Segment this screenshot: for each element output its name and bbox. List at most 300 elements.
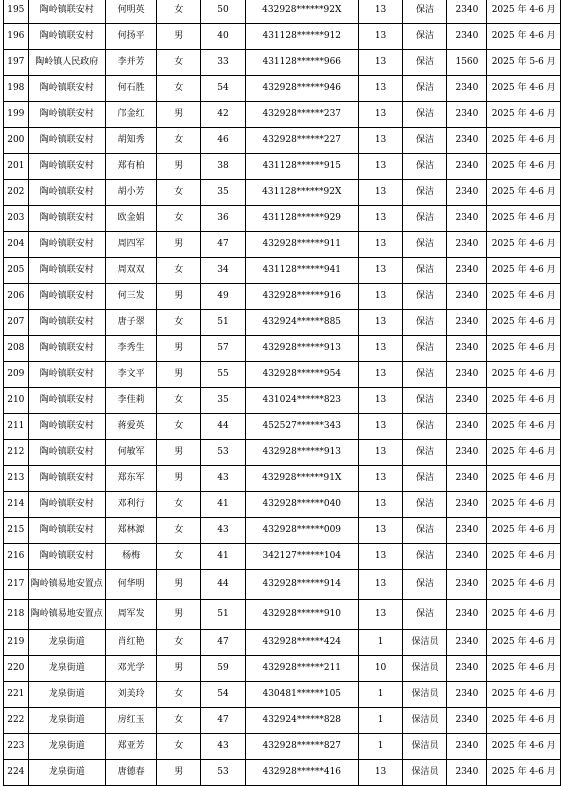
gender-cell: 女	[157, 388, 201, 414]
job-type-cell: 保洁	[403, 206, 447, 232]
age-cell: 54	[201, 682, 246, 708]
gender-cell: 女	[157, 128, 201, 154]
period-cell: 2025 年 4-6 月	[487, 544, 561, 570]
age-cell: 51	[201, 600, 246, 630]
amount-cell: 2340	[447, 466, 487, 492]
gender-cell: 男	[157, 440, 201, 466]
amount-cell: 2340	[447, 734, 487, 760]
category-code-cell: 13	[358, 492, 403, 518]
row-number-cell: 197	[4, 50, 29, 76]
worker-subsidy-table	[3, 0, 561, 786]
period-cell: 2025 年 4-6 月	[487, 128, 561, 154]
id-number-cell: 432928******954	[245, 362, 358, 388]
amount-cell: 2340	[447, 656, 487, 682]
job-type-cell: 保洁员	[403, 708, 447, 734]
job-type-cell: 保洁	[403, 310, 447, 336]
period-cell: 2025 年 4-6 月	[487, 518, 561, 544]
id-number-cell: 432928******237	[245, 102, 358, 128]
age-cell: 38	[201, 154, 246, 180]
gender-cell: 女	[157, 0, 201, 24]
unit-name-cell: 陶岭镇联安村	[28, 24, 105, 50]
category-code-cell: 13	[358, 414, 403, 440]
category-code-cell: 1	[358, 734, 403, 760]
category-code-cell: 13	[358, 570, 403, 600]
gender-cell: 女	[157, 544, 201, 570]
category-code-cell: 13	[358, 206, 403, 232]
table-row	[4, 656, 561, 682]
id-number-cell: 432928******911	[245, 232, 358, 258]
unit-name-cell: 陶岭镇联安村	[28, 258, 105, 284]
category-code-cell: 13	[358, 284, 403, 310]
table-body	[4, 0, 561, 786]
person-name-cell: 何华明	[105, 570, 156, 600]
job-type-cell: 保洁员	[403, 682, 447, 708]
period-cell: 2025 年 4-6 月	[487, 24, 561, 50]
row-number-cell: 198	[4, 76, 29, 102]
person-name-cell: 邓利行	[105, 492, 156, 518]
row-number-cell: 214	[4, 492, 29, 518]
amount-cell: 2340	[447, 708, 487, 734]
gender-cell: 男	[157, 466, 201, 492]
unit-name-cell: 龙泉街道	[28, 760, 105, 786]
job-type-cell: 保洁员	[403, 760, 447, 786]
amount-cell: 2340	[447, 760, 487, 786]
category-code-cell: 1	[358, 630, 403, 656]
row-number-cell: 208	[4, 336, 29, 362]
row-number-cell: 215	[4, 518, 29, 544]
id-number-cell: 431128******912	[245, 24, 358, 50]
gender-cell: 男	[157, 102, 201, 128]
period-cell: 2025 年 4-6 月	[487, 600, 561, 630]
table-row	[4, 232, 561, 258]
age-cell: 57	[201, 336, 246, 362]
unit-name-cell: 陶岭镇联安村	[28, 310, 105, 336]
person-name-cell: 邓光学	[105, 656, 156, 682]
period-cell: 2025 年 4-6 月	[487, 656, 561, 682]
period-cell: 2025 年 5-6 月	[487, 50, 561, 76]
amount-cell: 2340	[447, 600, 487, 630]
job-type-cell: 保洁	[403, 24, 447, 50]
amount-cell: 2340	[447, 440, 487, 466]
category-code-cell: 13	[358, 154, 403, 180]
table-row	[4, 440, 561, 466]
amount-cell: 2340	[447, 544, 487, 570]
row-number-cell: 201	[4, 154, 29, 180]
age-cell: 33	[201, 50, 246, 76]
amount-cell: 2340	[447, 0, 487, 24]
gender-cell: 女	[157, 76, 201, 102]
period-cell: 2025 年 4-6 月	[487, 154, 561, 180]
age-cell: 53	[201, 760, 246, 786]
table-row	[4, 128, 561, 154]
row-number-cell: 196	[4, 24, 29, 50]
id-number-cell: 432928******913	[245, 336, 358, 362]
category-code-cell: 10	[358, 656, 403, 682]
job-type-cell: 保洁	[403, 232, 447, 258]
id-number-cell: 432928******227	[245, 128, 358, 154]
unit-name-cell: 陶岭镇联安村	[28, 232, 105, 258]
row-number-cell: 205	[4, 258, 29, 284]
age-cell: 36	[201, 206, 246, 232]
category-code-cell: 13	[358, 466, 403, 492]
amount-cell: 2340	[447, 414, 487, 440]
age-cell: 47	[201, 232, 246, 258]
period-cell: 2025 年 4-6 月	[487, 682, 561, 708]
person-name-cell: 郑东军	[105, 466, 156, 492]
period-cell: 2025 年 4-6 月	[487, 760, 561, 786]
unit-name-cell: 陶岭镇联安村	[28, 154, 105, 180]
category-code-cell: 13	[358, 440, 403, 466]
category-code-cell: 13	[358, 258, 403, 284]
category-code-cell: 13	[358, 310, 403, 336]
period-cell: 2025 年 4-6 月	[487, 362, 561, 388]
age-cell: 41	[201, 492, 246, 518]
unit-name-cell: 陶岭镇联安村	[28, 128, 105, 154]
person-name-cell: 周双双	[105, 258, 156, 284]
job-type-cell: 保洁	[403, 440, 447, 466]
amount-cell: 2340	[447, 232, 487, 258]
age-cell: 50	[201, 0, 246, 24]
age-cell: 59	[201, 656, 246, 682]
unit-name-cell: 龙泉街道	[28, 656, 105, 682]
row-number-cell: 199	[4, 102, 29, 128]
person-name-cell: 李佳莉	[105, 388, 156, 414]
row-number-cell: 217	[4, 570, 29, 600]
category-code-cell: 13	[358, 102, 403, 128]
gender-cell: 女	[157, 258, 201, 284]
category-code-cell: 13	[358, 0, 403, 24]
gender-cell: 女	[157, 50, 201, 76]
gender-cell: 男	[157, 24, 201, 50]
unit-name-cell: 陶岭镇联安村	[28, 440, 105, 466]
table-row	[4, 284, 561, 310]
gender-cell: 男	[157, 570, 201, 600]
row-number-cell: 222	[4, 708, 29, 734]
age-cell: 51	[201, 310, 246, 336]
id-number-cell: 432928******827	[245, 734, 358, 760]
job-type-cell: 保洁	[403, 128, 447, 154]
table-row	[4, 76, 561, 102]
unit-name-cell: 陶岭镇联安村	[28, 492, 105, 518]
person-name-cell: 欧金娟	[105, 206, 156, 232]
age-cell: 41	[201, 544, 246, 570]
table-row	[4, 570, 561, 600]
unit-name-cell: 陶岭镇人民政府	[28, 50, 105, 76]
job-type-cell: 保洁	[403, 414, 447, 440]
age-cell: 42	[201, 102, 246, 128]
gender-cell: 女	[157, 310, 201, 336]
person-name-cell: 刘美玲	[105, 682, 156, 708]
person-name-cell: 周四军	[105, 232, 156, 258]
amount-cell: 2340	[447, 180, 487, 206]
unit-name-cell: 龙泉街道	[28, 734, 105, 760]
gender-cell: 女	[157, 180, 201, 206]
period-cell: 2025 年 4-6 月	[487, 258, 561, 284]
unit-name-cell: 陶岭镇联安村	[28, 336, 105, 362]
table-row	[4, 734, 561, 760]
table-row	[4, 336, 561, 362]
id-number-cell: 432928******92X	[245, 0, 358, 24]
category-code-cell: 13	[358, 232, 403, 258]
period-cell: 2025 年 4-6 月	[487, 336, 561, 362]
age-cell: 49	[201, 284, 246, 310]
person-name-cell: 何敏军	[105, 440, 156, 466]
person-name-cell: 邝金红	[105, 102, 156, 128]
gender-cell: 女	[157, 492, 201, 518]
job-type-cell: 保洁	[403, 544, 447, 570]
category-code-cell: 13	[358, 760, 403, 786]
table-row	[4, 518, 561, 544]
unit-name-cell: 龙泉街道	[28, 682, 105, 708]
category-code-cell: 1	[358, 682, 403, 708]
period-cell: 2025 年 4-6 月	[487, 0, 561, 24]
person-name-cell: 何三发	[105, 284, 156, 310]
id-number-cell: 432928******913	[245, 440, 358, 466]
id-number-cell: 432928******916	[245, 284, 358, 310]
job-type-cell: 保洁	[403, 154, 447, 180]
gender-cell: 男	[157, 656, 201, 682]
table-row	[4, 492, 561, 518]
gender-cell: 女	[157, 414, 201, 440]
period-cell: 2025 年 4-6 月	[487, 440, 561, 466]
table-row	[4, 102, 561, 128]
gender-cell: 女	[157, 518, 201, 544]
table-row	[4, 466, 561, 492]
id-number-cell: 342127******104	[245, 544, 358, 570]
amount-cell: 2340	[447, 310, 487, 336]
person-name-cell: 房红玉	[105, 708, 156, 734]
table-row	[4, 206, 561, 232]
age-cell: 44	[201, 570, 246, 600]
unit-name-cell: 陶岭镇联安村	[28, 284, 105, 310]
person-name-cell: 肖红艳	[105, 630, 156, 656]
gender-cell: 男	[157, 154, 201, 180]
period-cell: 2025 年 4-6 月	[487, 206, 561, 232]
person-name-cell: 唐德春	[105, 760, 156, 786]
amount-cell: 2340	[447, 682, 487, 708]
gender-cell: 女	[157, 682, 201, 708]
row-number-cell: 211	[4, 414, 29, 440]
person-name-cell: 周军发	[105, 600, 156, 630]
id-number-cell: 432928******040	[245, 492, 358, 518]
age-cell: 46	[201, 128, 246, 154]
job-type-cell: 保洁	[403, 570, 447, 600]
amount-cell: 2340	[447, 630, 487, 656]
age-cell: 44	[201, 414, 246, 440]
person-name-cell: 何扬平	[105, 24, 156, 50]
age-cell: 43	[201, 518, 246, 544]
period-cell: 2025 年 4-6 月	[487, 388, 561, 414]
unit-name-cell: 陶岭镇联安村	[28, 414, 105, 440]
category-code-cell: 1	[358, 708, 403, 734]
gender-cell: 男	[157, 362, 201, 388]
id-number-cell: 432928******914	[245, 570, 358, 600]
table-row	[4, 154, 561, 180]
amount-cell: 2340	[447, 102, 487, 128]
unit-name-cell: 陶岭镇联安村	[28, 206, 105, 232]
person-name-cell: 李秀生	[105, 336, 156, 362]
unit-name-cell: 陶岭镇联安村	[28, 388, 105, 414]
job-type-cell: 保洁	[403, 76, 447, 102]
person-name-cell: 何明英	[105, 0, 156, 24]
id-number-cell: 431128******941	[245, 258, 358, 284]
row-number-cell: 204	[4, 232, 29, 258]
row-number-cell: 209	[4, 362, 29, 388]
row-number-cell: 212	[4, 440, 29, 466]
gender-cell: 女	[157, 734, 201, 760]
id-number-cell: 431128******929	[245, 206, 358, 232]
row-number-cell: 223	[4, 734, 29, 760]
row-number-cell: 206	[4, 284, 29, 310]
category-code-cell: 13	[358, 76, 403, 102]
id-number-cell: 431024******823	[245, 388, 358, 414]
row-number-cell: 220	[4, 656, 29, 682]
row-number-cell: 203	[4, 206, 29, 232]
category-code-cell: 13	[358, 362, 403, 388]
person-name-cell: 郑林源	[105, 518, 156, 544]
amount-cell: 2340	[447, 24, 487, 50]
person-name-cell: 李文平	[105, 362, 156, 388]
job-type-cell: 保洁	[403, 284, 447, 310]
id-number-cell: 431128******966	[245, 50, 358, 76]
person-name-cell: 胡小芳	[105, 180, 156, 206]
age-cell: 40	[201, 24, 246, 50]
row-number-cell: 207	[4, 310, 29, 336]
person-name-cell: 郑有柏	[105, 154, 156, 180]
job-type-cell: 保洁	[403, 518, 447, 544]
age-cell: 54	[201, 76, 246, 102]
row-number-cell: 200	[4, 128, 29, 154]
period-cell: 2025 年 4-6 月	[487, 630, 561, 656]
category-code-cell: 13	[358, 50, 403, 76]
unit-name-cell: 龙泉街道	[28, 630, 105, 656]
id-number-cell: 430481******105	[245, 682, 358, 708]
id-number-cell: 432928******009	[245, 518, 358, 544]
unit-name-cell: 陶岭镇联安村	[28, 76, 105, 102]
period-cell: 2025 年 4-6 月	[487, 708, 561, 734]
amount-cell: 2340	[447, 128, 487, 154]
id-number-cell: 432928******91X	[245, 466, 358, 492]
table-row	[4, 760, 561, 786]
job-type-cell: 保洁	[403, 492, 447, 518]
amount-cell: 2340	[447, 154, 487, 180]
id-number-cell: 432928******211	[245, 656, 358, 682]
person-name-cell: 杨梅	[105, 544, 156, 570]
row-number-cell: 221	[4, 682, 29, 708]
age-cell: 35	[201, 180, 246, 206]
period-cell: 2025 年 4-6 月	[487, 310, 561, 336]
person-name-cell: 郑亚芳	[105, 734, 156, 760]
job-type-cell: 保洁员	[403, 734, 447, 760]
gender-cell: 男	[157, 760, 201, 786]
job-type-cell: 保洁	[403, 362, 447, 388]
amount-cell: 2340	[447, 206, 487, 232]
id-number-cell: 432924******828	[245, 708, 358, 734]
table-row	[4, 0, 561, 24]
period-cell: 2025 年 4-6 月	[487, 232, 561, 258]
id-number-cell: 432928******946	[245, 76, 358, 102]
row-number-cell: 216	[4, 544, 29, 570]
job-type-cell: 保洁员	[403, 630, 447, 656]
gender-cell: 男	[157, 600, 201, 630]
amount-cell: 1560	[447, 50, 487, 76]
period-cell: 2025 年 4-6 月	[487, 466, 561, 492]
row-number-cell: 195	[4, 0, 29, 24]
period-cell: 2025 年 4-6 月	[487, 102, 561, 128]
person-name-cell: 胡知秀	[105, 128, 156, 154]
unit-name-cell: 龙泉街道	[28, 708, 105, 734]
unit-name-cell: 陶岭镇联安村	[28, 102, 105, 128]
job-type-cell: 保洁员	[403, 656, 447, 682]
id-number-cell: 432928******416	[245, 760, 358, 786]
gender-cell: 女	[157, 206, 201, 232]
job-type-cell: 保洁	[403, 388, 447, 414]
category-code-cell: 13	[358, 24, 403, 50]
period-cell: 2025 年 4-6 月	[487, 180, 561, 206]
person-name-cell: 何石胜	[105, 76, 156, 102]
row-number-cell: 210	[4, 388, 29, 414]
age-cell: 43	[201, 734, 246, 760]
id-number-cell: 432928******910	[245, 600, 358, 630]
amount-cell: 2340	[447, 336, 487, 362]
job-type-cell: 保洁	[403, 0, 447, 24]
unit-name-cell: 陶岭镇易地安置点	[28, 600, 105, 630]
gender-cell: 女	[157, 708, 201, 734]
amount-cell: 2340	[447, 76, 487, 102]
age-cell: 53	[201, 440, 246, 466]
person-name-cell: 唐子翠	[105, 310, 156, 336]
period-cell: 2025 年 4-6 月	[487, 414, 561, 440]
person-name-cell: 蒋爱英	[105, 414, 156, 440]
job-type-cell: 保洁	[403, 180, 447, 206]
row-number-cell: 202	[4, 180, 29, 206]
table-row	[4, 50, 561, 76]
category-code-cell: 13	[358, 336, 403, 362]
unit-name-cell: 陶岭镇联安村	[28, 544, 105, 570]
table-row	[4, 310, 561, 336]
gender-cell: 男	[157, 232, 201, 258]
period-cell: 2025 年 4-6 月	[487, 734, 561, 760]
amount-cell: 2340	[447, 362, 487, 388]
amount-cell: 2340	[447, 388, 487, 414]
age-cell: 43	[201, 466, 246, 492]
job-type-cell: 保洁	[403, 50, 447, 76]
table-row	[4, 362, 561, 388]
table-row	[4, 544, 561, 570]
job-type-cell: 保洁	[403, 258, 447, 284]
table-row	[4, 388, 561, 414]
row-number-cell: 224	[4, 760, 29, 786]
category-code-cell: 13	[358, 180, 403, 206]
table-row	[4, 180, 561, 206]
category-code-cell: 13	[358, 518, 403, 544]
period-cell: 2025 年 4-6 月	[487, 570, 561, 600]
amount-cell: 2340	[447, 284, 487, 310]
category-code-cell: 13	[358, 544, 403, 570]
gender-cell: 男	[157, 336, 201, 362]
table-row	[4, 24, 561, 50]
age-cell: 34	[201, 258, 246, 284]
gender-cell: 女	[157, 630, 201, 656]
row-number-cell: 213	[4, 466, 29, 492]
table-row	[4, 630, 561, 656]
category-code-cell: 13	[358, 600, 403, 630]
unit-name-cell: 陶岭镇联安村	[28, 180, 105, 206]
unit-name-cell: 陶岭镇联安村	[28, 362, 105, 388]
unit-name-cell: 陶岭镇联安村	[28, 466, 105, 492]
job-type-cell: 保洁	[403, 600, 447, 630]
unit-name-cell: 陶岭镇联安村	[28, 0, 105, 24]
